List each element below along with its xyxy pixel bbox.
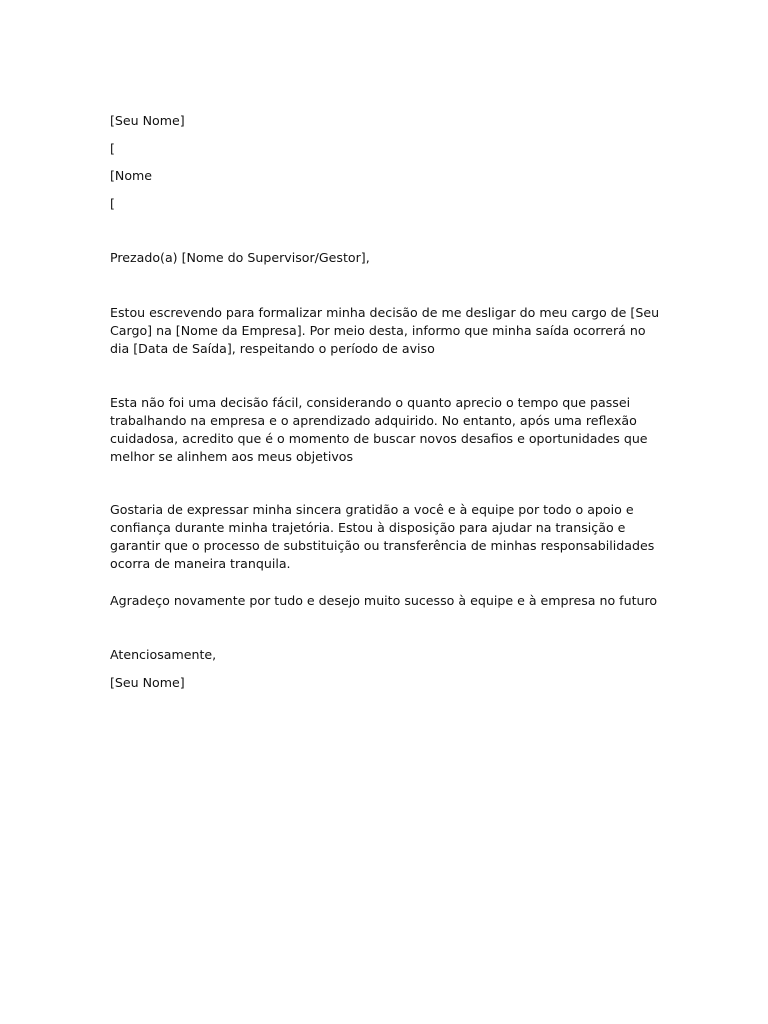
sender-name: [Seu Nome] bbox=[110, 113, 185, 128]
closing: Atenciosamente, bbox=[110, 647, 217, 662]
signature-name: [Seu Nome] bbox=[110, 675, 185, 690]
recipient-address-line: [ bbox=[110, 196, 115, 211]
body-paragraph-4: Agradeço novamente por tudo e desejo muito sucesso à equipe e à empresa no futuro bbox=[110, 593, 658, 608]
sender-address-line: [ bbox=[110, 141, 115, 156]
recipient-name: [Nome bbox=[110, 168, 153, 183]
body-paragraph-1: Estou escrevendo para formalizar minha decisão de me desligar do meu cargo de [Seu Cargo] na [Nome da Empresa]. Por meio desta, informo que minha saída ocorrerá no dia [Data de Saída], respeitando o período de aviso bbox=[110, 305, 660, 356]
body-paragraph-2: Esta não foi uma decisão fácil, considerando o quanto aprecio o tempo que passei trabalhando na empresa e o aprendizado adquirido. No entanto, após uma reflexão cuidadosa, acredito que é o momento de buscar novos desafios e oportunidades que melhor se alinhem aos meus objetivos bbox=[110, 395, 648, 464]
body-paragraph-3: Gostaria de expressar minha sincera gratidão a você e à equipe por todo o apoio e confiança durante minha trajetória. Estou à disposição para ajudar na transição e garantir que o processo de substituição ou transferência de minhas responsabilidades ocorra de maneira tranquila. bbox=[110, 502, 655, 571]
salutation: Prezado(a) [Nome do Supervisor/Gestor], bbox=[110, 250, 370, 265]
